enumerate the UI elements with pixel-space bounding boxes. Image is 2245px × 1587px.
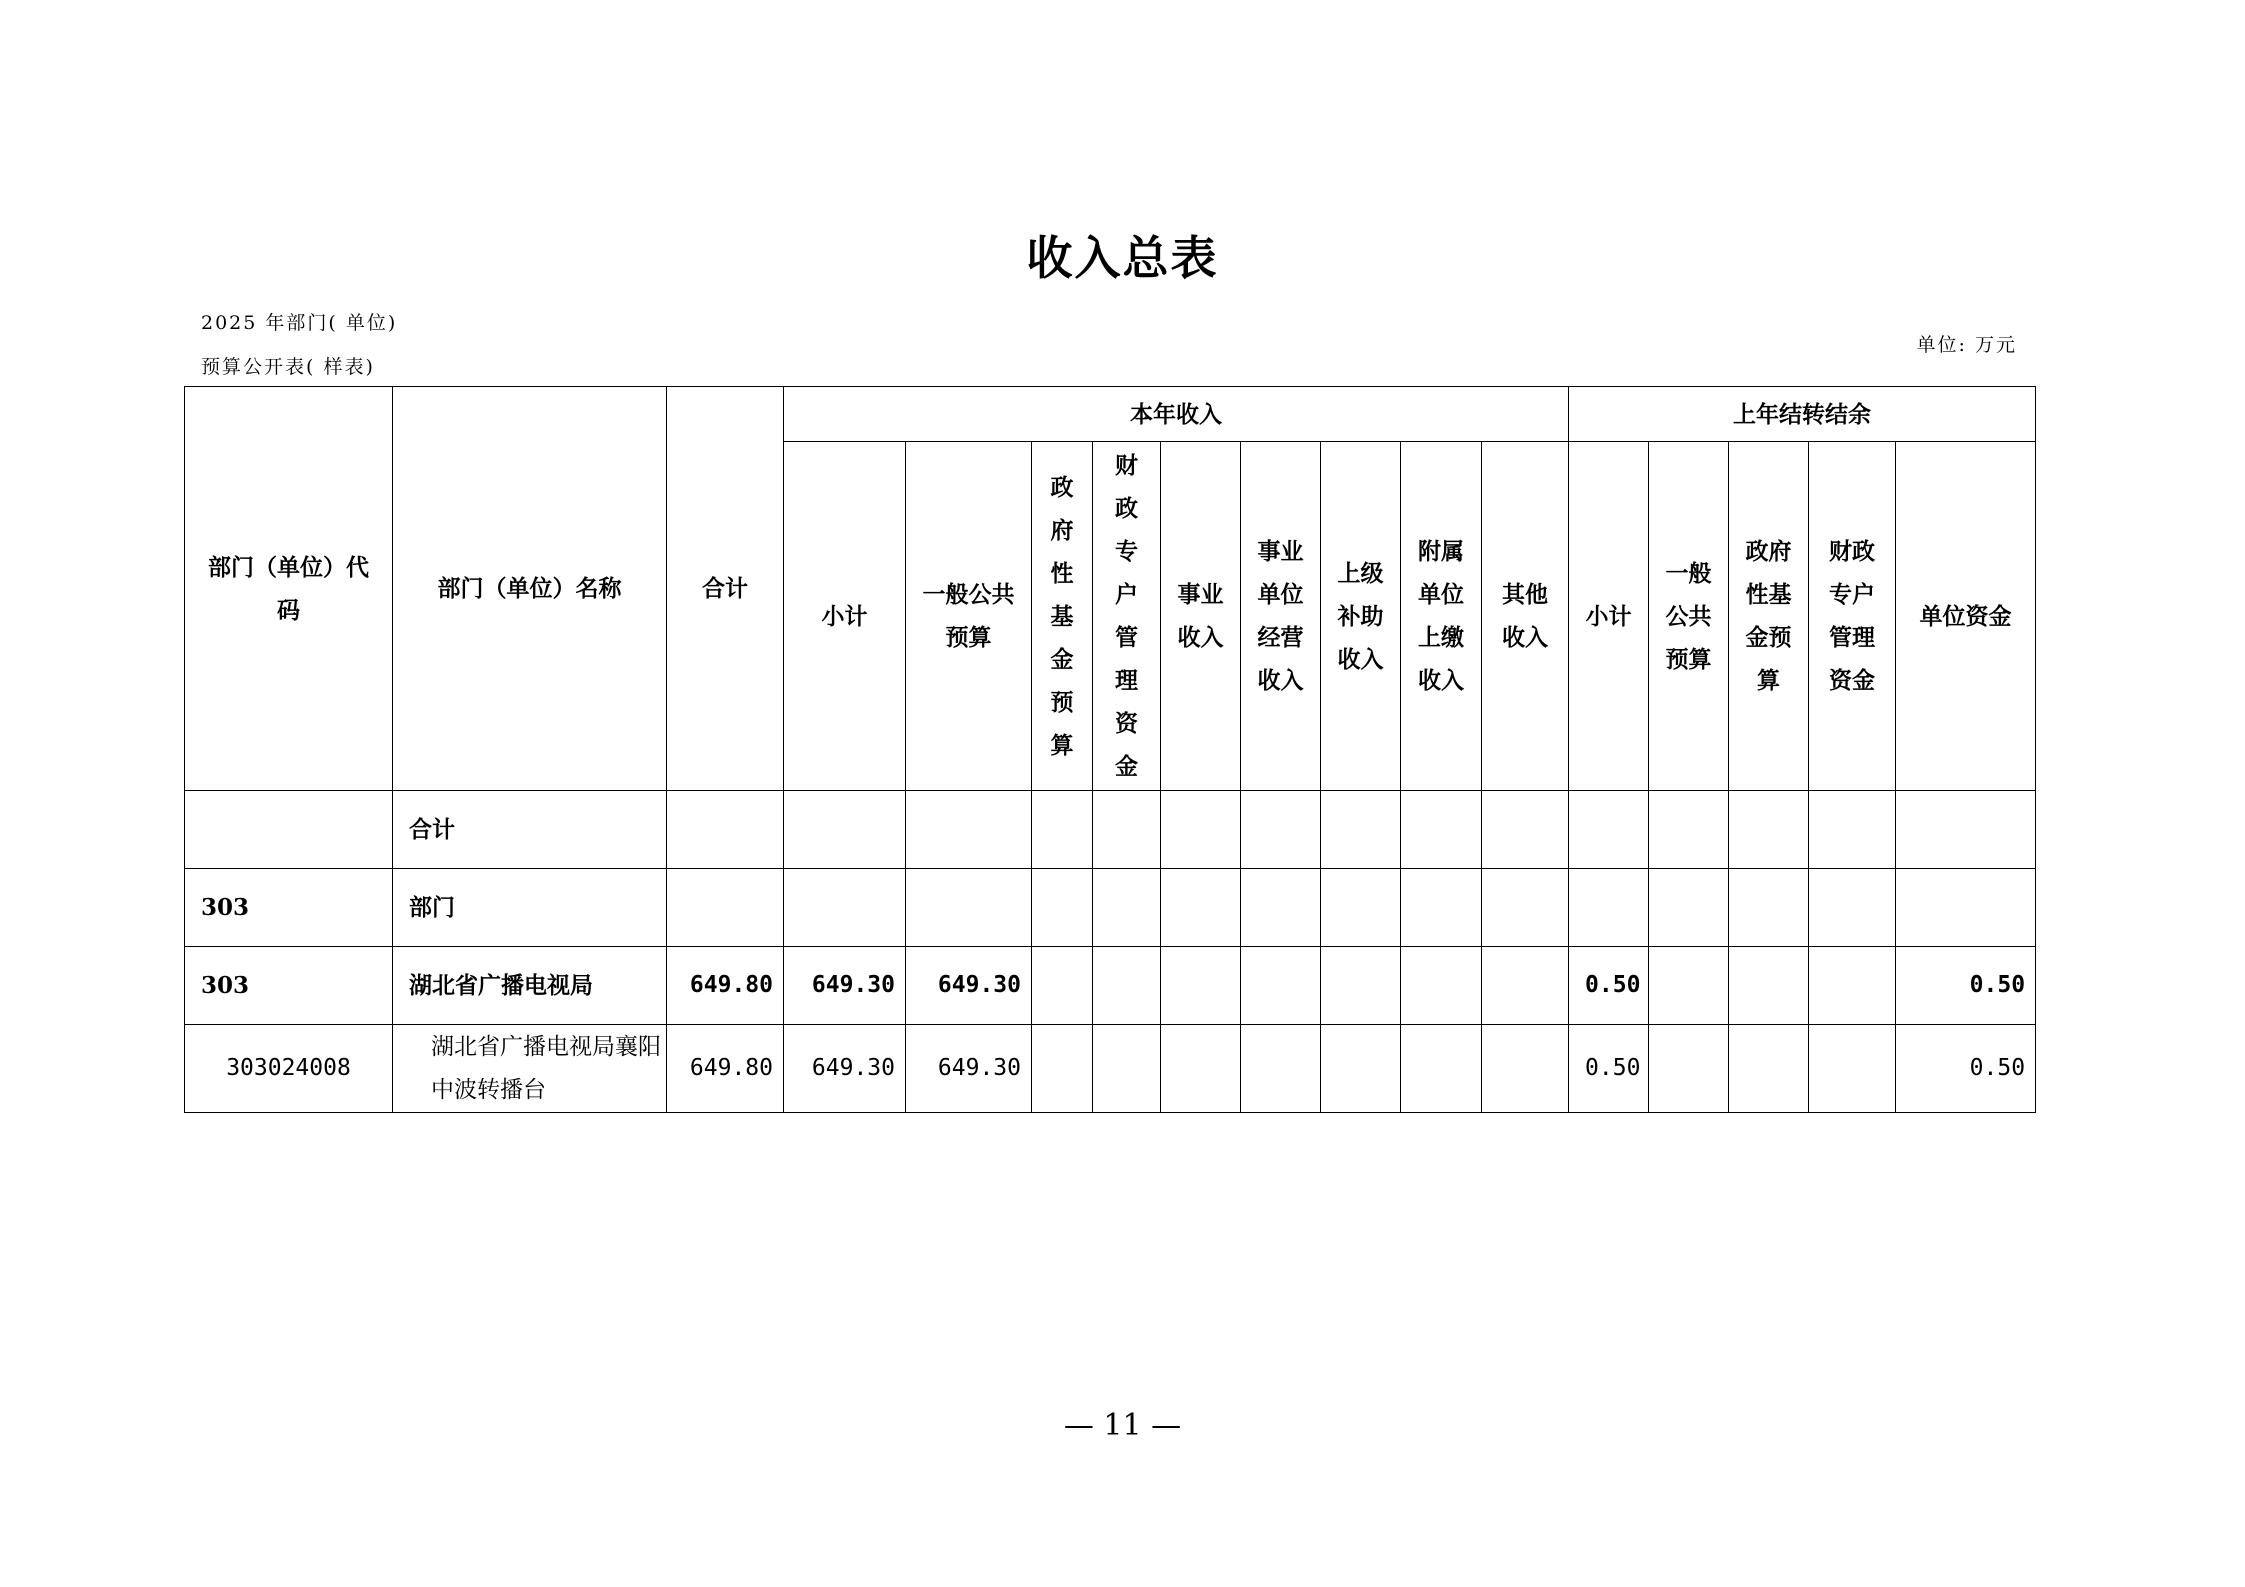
header-code: 部门（单位）代码 xyxy=(185,387,393,791)
row-cur-general xyxy=(906,791,1032,869)
header-co-general-budget: 一般公共预算 xyxy=(1649,442,1729,791)
row-cur-general: 649.30 xyxy=(906,1025,1032,1113)
row-co-unit xyxy=(1896,791,2036,869)
page-title: 收入总表 xyxy=(1026,231,1219,285)
row-code: 303 xyxy=(185,869,393,947)
header-co-gov-fund: 政府性基金预算 xyxy=(1729,442,1809,791)
header-cur-gov-fund: 政府性基金预算 xyxy=(1032,442,1093,791)
header-co-unit-funds: 单位资金 xyxy=(1896,442,2036,791)
header-cur-subtotal: 小计 xyxy=(784,442,906,791)
income-summary-table xyxy=(184,386,2036,1113)
row-total: 649.80 xyxy=(667,1025,784,1113)
report-type-label: 预算公开表( 样表) xyxy=(201,356,375,378)
row-co-subtotal: 0.50 xyxy=(1569,947,1649,1025)
header-cur-business: 事业收入 xyxy=(1161,442,1241,791)
header-row-1 xyxy=(185,387,2036,442)
header-cur-operating: 事业单位经营收入 xyxy=(1241,442,1321,791)
row-cur-general xyxy=(906,869,1032,947)
header-cur-superior-subsidy: 上级补助收入 xyxy=(1321,442,1401,791)
header-cur-other: 其他收入 xyxy=(1482,442,1569,791)
row-name: 部门 xyxy=(393,869,667,947)
header-name: 部门（单位）名称 xyxy=(393,387,667,791)
header-total: 合计 xyxy=(667,387,784,791)
row-name: 湖北省广播电视局襄阳中波转播台 xyxy=(393,1025,667,1113)
row-code xyxy=(185,791,393,869)
report-year-label: 2025 年部门( 单位) xyxy=(201,312,398,334)
row-code: 303 xyxy=(185,947,393,1025)
table-row-station xyxy=(185,1025,2036,1113)
table-row-bureau xyxy=(185,947,2036,1025)
row-name: 合计 xyxy=(393,791,667,869)
header-co-subtotal: 小计 xyxy=(1569,442,1649,791)
header-cur-general-budget: 一般公共预算 xyxy=(906,442,1032,791)
header-current-income: 本年收入 xyxy=(784,387,1569,442)
row-cur-general: 649.30 xyxy=(906,947,1032,1025)
table-row-total xyxy=(185,791,2036,869)
page-number: — 11 — xyxy=(1063,1408,1182,1443)
row-co-subtotal xyxy=(1569,791,1649,869)
row-name: 湖北省广播电视局 xyxy=(393,947,667,1025)
header-carryover: 上年结转结余 xyxy=(1569,387,2036,442)
row-code: 303024008 xyxy=(185,1025,393,1113)
header-co-fiscal-special: 财政专户管理资金 xyxy=(1809,442,1896,791)
table-row-department xyxy=(185,869,2036,947)
row-cur-subtotal xyxy=(784,869,906,947)
row-total: 649.80 xyxy=(667,947,784,1025)
row-cur-subtotal: 649.30 xyxy=(784,1025,906,1113)
header-cur-affiliated: 附属单位上缴收入 xyxy=(1401,442,1482,791)
row-co-unit xyxy=(1896,869,2036,947)
row-co-unit: 0.50 xyxy=(1896,1025,2036,1113)
row-co-subtotal xyxy=(1569,869,1649,947)
row-co-unit: 0.50 xyxy=(1896,947,2036,1025)
row-co-subtotal: 0.50 xyxy=(1569,1025,1649,1113)
row-cur-subtotal: 649.30 xyxy=(784,947,906,1025)
row-total xyxy=(667,791,784,869)
row-cur-subtotal xyxy=(784,791,906,869)
unit-label: 单位: 万元 xyxy=(1916,334,2017,356)
header-cur-fiscal-special: 财政专户管理资金 xyxy=(1093,442,1161,791)
row-total xyxy=(667,869,784,947)
